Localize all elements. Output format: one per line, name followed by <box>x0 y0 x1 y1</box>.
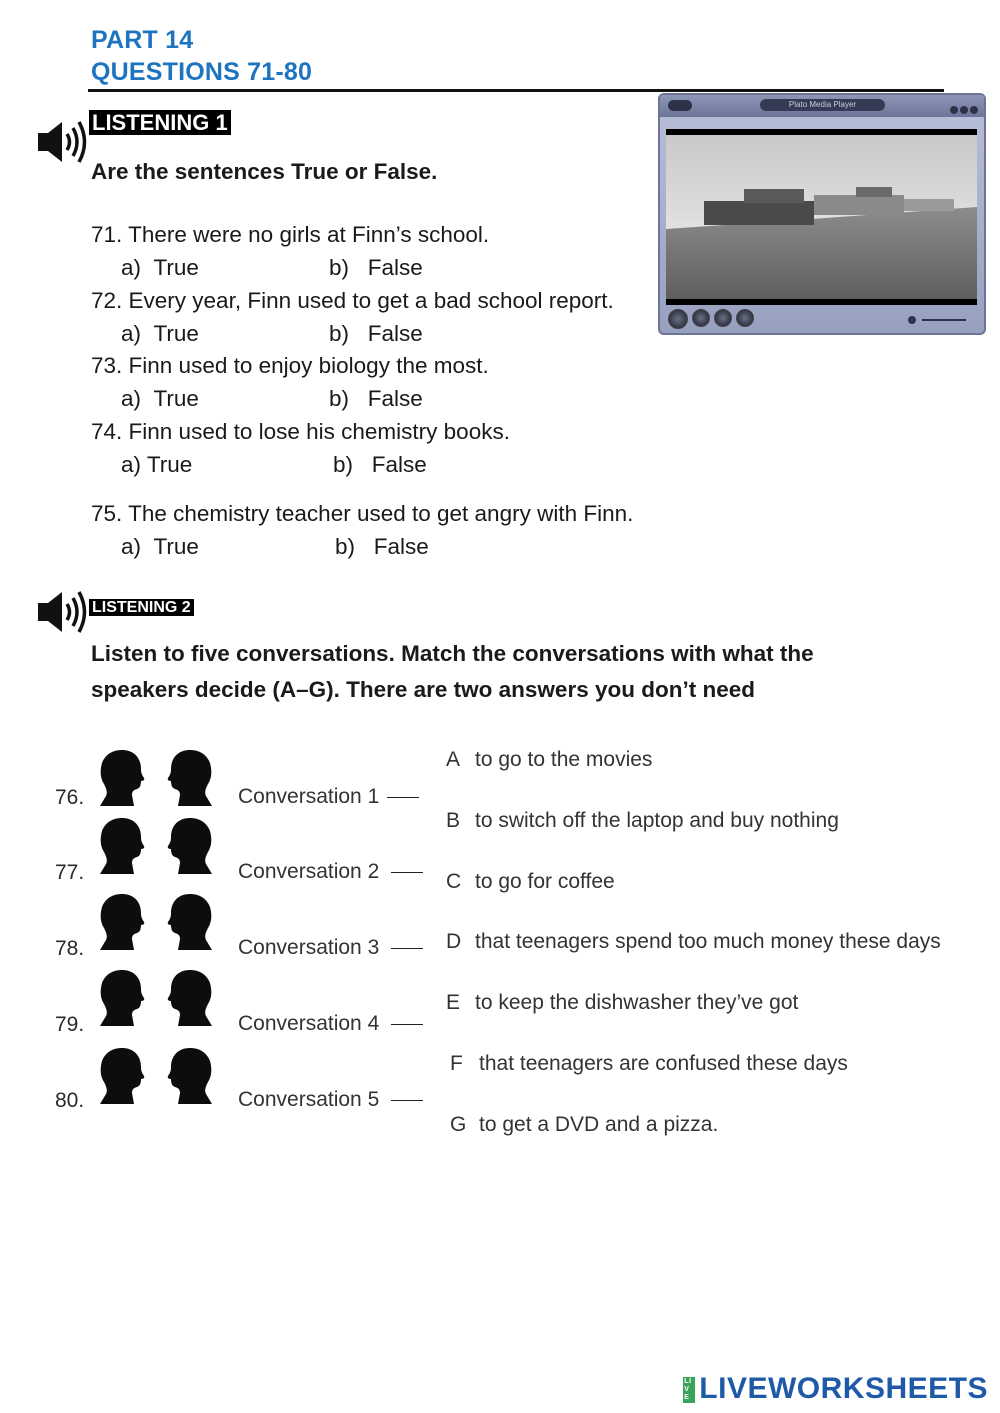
liveworksheets-logo[interactable] <box>683 1372 988 1406</box>
option-true[interactable]: a) True <box>121 321 199 346</box>
answer-c: C to go for coffee <box>446 870 615 893</box>
question-73: 73. Finn used to enjoy biology the most. <box>91 353 489 378</box>
answer-a: A to go to the movies <box>446 748 653 771</box>
player-title: Plato Media Player <box>760 99 885 111</box>
question-number: 80. <box>55 1089 85 1112</box>
head-silhouette-icon <box>166 968 216 1033</box>
part-title: PART 14 <box>91 26 194 54</box>
questions-range: QUESTIONS 71-80 <box>91 58 313 86</box>
listening-2-tag: LISTENING 2 <box>89 599 194 617</box>
answer-d: D that teenagers spend too much money these days <box>446 930 941 953</box>
conversation-5: Conversation 5 <box>238 1088 423 1112</box>
question-number: 76. <box>55 786 85 809</box>
next-button[interactable] <box>736 309 754 327</box>
header-divider <box>88 89 944 92</box>
option-false[interactable]: b) False <box>329 255 423 280</box>
answer-blank[interactable] <box>387 797 419 798</box>
volume-icon[interactable] <box>908 316 916 324</box>
head-silhouette-icon <box>166 748 216 813</box>
media-player <box>658 93 986 335</box>
school-photo <box>666 129 977 305</box>
player-titlebar <box>660 95 984 117</box>
conversation-2: Conversation 2 <box>238 860 423 884</box>
head-silhouette-icon <box>96 892 146 957</box>
answer-f: F that teenagers are confused these days <box>450 1052 848 1075</box>
answer-blank[interactable] <box>391 872 423 873</box>
option-false[interactable]: b) False <box>329 321 423 346</box>
head-silhouette-icon <box>96 968 146 1033</box>
answer-blank[interactable] <box>391 1024 423 1025</box>
window-controls[interactable] <box>948 101 978 119</box>
volume-slider[interactable] <box>922 319 966 321</box>
option-true[interactable]: a) True <box>121 452 193 477</box>
question-71: 71. There were no girls at Finn’s school. <box>91 222 490 247</box>
question-number: 79. <box>55 1013 85 1036</box>
head-silhouette-icon <box>96 816 146 881</box>
answer-g: G to get a DVD and a pizza. <box>450 1113 719 1136</box>
stop-button[interactable] <box>692 309 710 327</box>
answer-blank[interactable] <box>391 948 423 949</box>
previous-button[interactable] <box>714 309 732 327</box>
option-false[interactable]: b) False <box>335 534 429 559</box>
listening-1-instruction: Are the sentences True or False. <box>91 159 438 184</box>
question-number: 77. <box>55 861 85 884</box>
head-silhouette-icon <box>166 1046 216 1111</box>
question-75: 75. The chemistry teacher used to get angry with Finn. <box>91 501 634 526</box>
option-true[interactable]: a) True <box>121 386 199 411</box>
head-silhouette-icon <box>96 1046 146 1111</box>
conversation-3: Conversation 3 <box>238 936 423 960</box>
player-menu-button[interactable] <box>668 100 692 111</box>
question-74: 74. Finn used to lose his chemistry books. <box>91 419 510 444</box>
question-72: 72. Every year, Finn used to get a bad school report. <box>91 288 614 313</box>
answer-e: E to keep the dishwasher they’ve got <box>446 991 799 1014</box>
conversation-4: Conversation 4 <box>238 1012 423 1036</box>
listening-2-instruction-line1: Listen to five conversations. Match the conversations with what the <box>91 641 814 666</box>
listening-1-tag: LISTENING 1 <box>89 110 231 136</box>
speaker-icon[interactable] <box>36 118 92 166</box>
speaker-icon[interactable] <box>36 588 92 636</box>
conversation-1: Conversation 1 <box>238 785 419 809</box>
head-silhouette-icon <box>96 748 146 813</box>
logo-badge: LIVE <box>683 1377 695 1403</box>
video-screen[interactable] <box>666 129 977 305</box>
option-false[interactable]: b) False <box>333 452 427 477</box>
option-true[interactable]: a) True <box>121 255 199 280</box>
question-number: 78. <box>55 937 85 960</box>
option-true[interactable]: a) True <box>121 534 199 559</box>
answer-blank[interactable] <box>391 1100 423 1101</box>
head-silhouette-icon <box>166 892 216 957</box>
option-false[interactable]: b) False <box>329 386 423 411</box>
logo-text: LIVEWORKSHEETS <box>699 1372 988 1405</box>
play-button[interactable] <box>668 309 688 329</box>
head-silhouette-icon <box>166 816 216 881</box>
listening-2-instruction-line2: speakers decide (A–G). There are two answers you don’t need <box>91 677 755 702</box>
answer-b: B to switch off the laptop and buy nothing <box>446 809 839 832</box>
